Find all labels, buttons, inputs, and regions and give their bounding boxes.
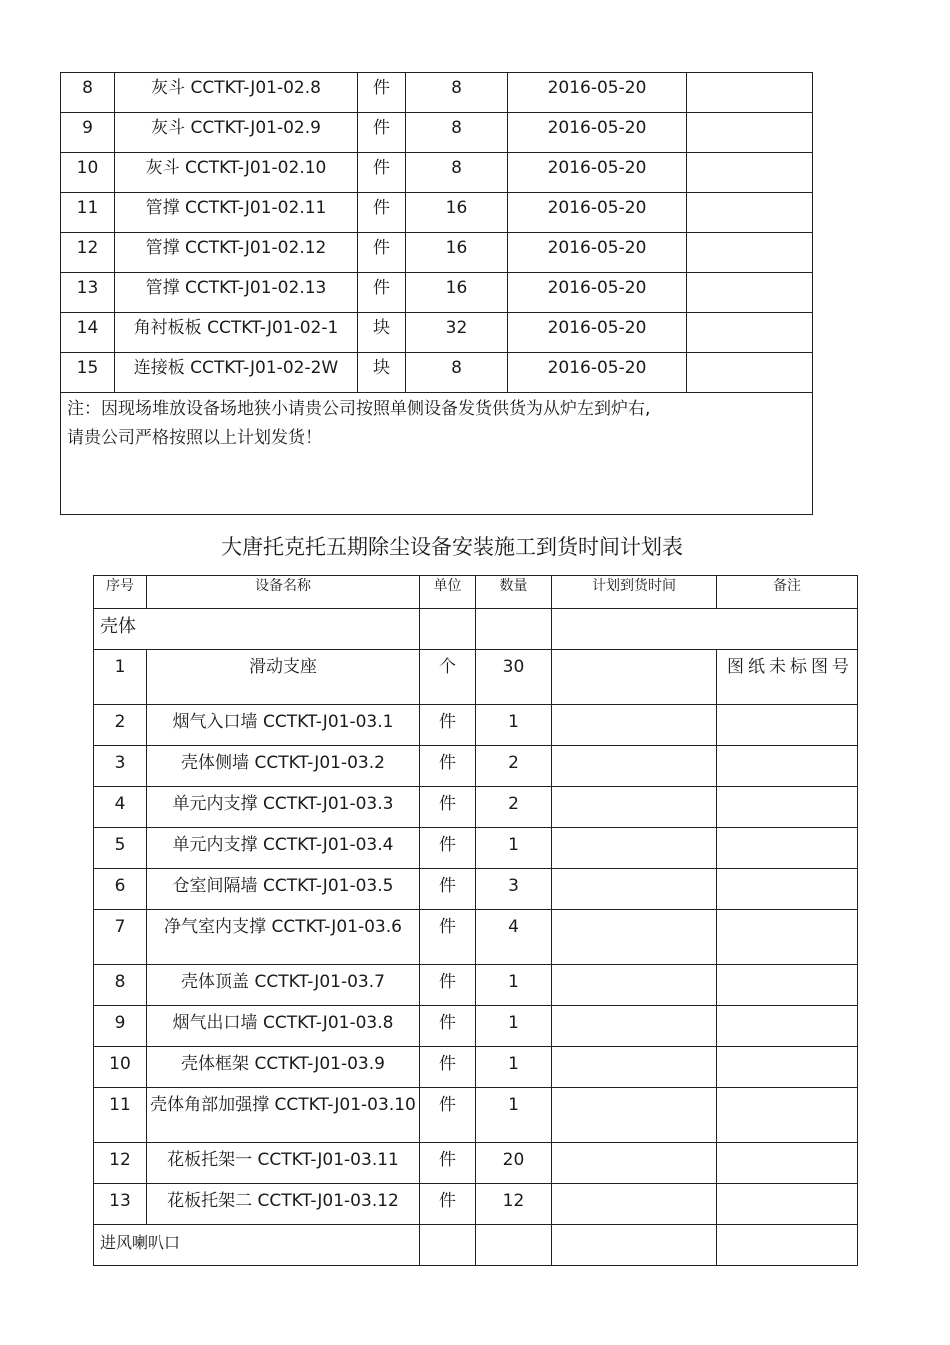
table-row xyxy=(61,353,813,393)
header-quantity: 数量 xyxy=(476,576,552,609)
remark xyxy=(687,113,813,153)
table-row xyxy=(94,910,858,965)
delivery-date xyxy=(552,1184,717,1225)
table-row xyxy=(94,650,858,705)
delivery-date: 2016-05-20 xyxy=(508,153,687,193)
remark xyxy=(717,746,858,787)
table-row xyxy=(61,273,813,313)
equipment-name: 连接板 CCTKT-J01-02-2W xyxy=(115,353,358,393)
quantity: 1 xyxy=(476,965,552,1006)
equipment-name: 滑动支座 xyxy=(147,650,420,705)
quantity: 1 xyxy=(476,828,552,869)
remark: 图纸未标图号 xyxy=(717,650,858,705)
delivery-date xyxy=(552,1088,717,1143)
header-remark: 备注 xyxy=(717,576,858,609)
quantity: 8 xyxy=(406,113,508,153)
delivery-date xyxy=(552,1047,717,1088)
unit: 件 xyxy=(420,787,476,828)
unit: 个 xyxy=(420,650,476,705)
delivery-date xyxy=(552,910,717,965)
unit: 块 xyxy=(358,313,406,353)
remark xyxy=(687,233,813,273)
unit: 件 xyxy=(358,153,406,193)
row-number: 13 xyxy=(94,1184,147,1225)
unit: 件 xyxy=(420,1143,476,1184)
unit: 件 xyxy=(358,193,406,233)
unit: 块 xyxy=(358,353,406,393)
delivery-date: 2016-05-20 xyxy=(508,73,687,113)
delivery-date xyxy=(552,869,717,910)
note-line-2: 请贵公司严格按照以上计划发货！ xyxy=(67,428,322,448)
quantity: 1 xyxy=(476,705,552,746)
delivery-schedule-table xyxy=(93,575,858,1266)
quantity: 16 xyxy=(406,273,508,313)
unit: 件 xyxy=(420,746,476,787)
unit: 件 xyxy=(420,1184,476,1225)
header-row xyxy=(94,576,858,609)
quantity: 16 xyxy=(406,233,508,273)
equipment-name: 壳体侧墙 CCTKT-J01-03.2 xyxy=(147,746,420,787)
delivery-date: 2016-05-20 xyxy=(508,193,687,233)
table-row xyxy=(61,113,813,153)
header-number: 序号 xyxy=(94,576,147,609)
unit: 件 xyxy=(420,869,476,910)
table-row xyxy=(61,313,813,353)
equipment-name: 花板托架二 CCTKT-J01-03.12 xyxy=(147,1184,420,1225)
unit: 件 xyxy=(358,233,406,273)
header-equipment-name: 设备名称 xyxy=(147,576,420,609)
remark xyxy=(687,313,813,353)
section-row xyxy=(94,1225,858,1266)
table-row xyxy=(94,828,858,869)
table-row xyxy=(94,1006,858,1047)
delivery-date xyxy=(552,746,717,787)
row-number: 14 xyxy=(61,313,115,353)
delivery-date xyxy=(552,1006,717,1047)
table-row xyxy=(61,233,813,273)
remark xyxy=(717,1184,858,1225)
equipment-name: 花板托架一 CCTKT-J01-03.11 xyxy=(147,1143,420,1184)
remark xyxy=(687,273,813,313)
unit: 件 xyxy=(358,73,406,113)
remark xyxy=(717,965,858,1006)
row-number: 15 xyxy=(61,353,115,393)
table-row xyxy=(94,1184,858,1225)
equipment-name: 单元内支撑 CCTKT-J01-03.3 xyxy=(147,787,420,828)
quantity: 4 xyxy=(476,910,552,965)
equipment-name: 净气室内支撑 CCTKT-J01-03.6 xyxy=(147,910,420,965)
remark xyxy=(717,869,858,910)
header-delivery-date: 计划到货时间 xyxy=(552,576,717,609)
delivery-date: 2016-05-20 xyxy=(508,113,687,153)
delivery-date xyxy=(552,1143,717,1184)
table-row xyxy=(61,193,813,233)
delivery-date: 2016-05-20 xyxy=(508,313,687,353)
delivery-date: 2016-05-20 xyxy=(508,353,687,393)
section-row xyxy=(94,609,858,650)
row-number: 1 xyxy=(94,650,147,705)
delivery-date: 2016-05-20 xyxy=(508,273,687,313)
unit: 件 xyxy=(420,828,476,869)
unit: 件 xyxy=(358,113,406,153)
unit: 件 xyxy=(420,965,476,1006)
remark xyxy=(687,353,813,393)
equipment-name: 灰斗 CCTKT-J01-02.9 xyxy=(115,113,358,153)
unit: 件 xyxy=(420,1088,476,1143)
table-row xyxy=(94,869,858,910)
equipment-name: 仓室间隔墙 CCTKT-J01-03.5 xyxy=(147,869,420,910)
equipment-name: 灰斗 CCTKT-J01-02.8 xyxy=(115,73,358,113)
section-label-shell: 壳体 xyxy=(94,609,420,650)
remark xyxy=(717,1047,858,1088)
remark xyxy=(717,705,858,746)
row-number: 6 xyxy=(94,869,147,910)
row-number: 8 xyxy=(61,73,115,113)
delivery-table-continued xyxy=(60,72,813,515)
table-row xyxy=(61,153,813,193)
row-number: 7 xyxy=(94,910,147,965)
quantity: 20 xyxy=(476,1143,552,1184)
quantity: 16 xyxy=(406,193,508,233)
table-row xyxy=(94,1047,858,1088)
delivery-note xyxy=(61,393,813,515)
quantity: 1 xyxy=(476,1088,552,1143)
unit: 件 xyxy=(420,910,476,965)
row-number: 11 xyxy=(61,193,115,233)
remark xyxy=(717,828,858,869)
remark xyxy=(687,153,813,193)
delivery-date xyxy=(552,787,717,828)
remark xyxy=(717,787,858,828)
row-number: 4 xyxy=(94,787,147,828)
table-row xyxy=(94,965,858,1006)
equipment-name: 灰斗 CCTKT-J01-02.10 xyxy=(115,153,358,193)
remark xyxy=(717,1088,858,1143)
table-row xyxy=(94,1088,858,1143)
quantity: 30 xyxy=(476,650,552,705)
quantity: 3 xyxy=(476,869,552,910)
quantity: 2 xyxy=(476,787,552,828)
unit: 件 xyxy=(358,273,406,313)
row-number: 10 xyxy=(61,153,115,193)
table-row xyxy=(94,1143,858,1184)
table-row xyxy=(94,705,858,746)
equipment-name: 角衬板板 CCTKT-J01-02-1 xyxy=(115,313,358,353)
table-row xyxy=(61,73,813,113)
equipment-name: 管撑 CCTKT-J01-02.13 xyxy=(115,273,358,313)
quantity: 8 xyxy=(406,73,508,113)
quantity: 32 xyxy=(406,313,508,353)
equipment-name: 管撑 CCTKT-J01-02.12 xyxy=(115,233,358,273)
quantity: 12 xyxy=(476,1184,552,1225)
row-number: 3 xyxy=(94,746,147,787)
row-number: 8 xyxy=(94,965,147,1006)
section-label-inlet: 进风喇叭口 xyxy=(94,1225,420,1266)
delivery-date xyxy=(552,828,717,869)
row-number: 12 xyxy=(61,233,115,273)
remark xyxy=(717,1143,858,1184)
row-number: 12 xyxy=(94,1143,147,1184)
unit: 件 xyxy=(420,705,476,746)
equipment-name: 壳体角部加强撑 CCTKT-J01-03.10 xyxy=(147,1088,420,1143)
row-number: 11 xyxy=(94,1088,147,1143)
quantity: 8 xyxy=(406,353,508,393)
equipment-name: 壳体框架 CCTKT-J01-03.9 xyxy=(147,1047,420,1088)
row-number: 10 xyxy=(94,1047,147,1088)
table-row xyxy=(94,787,858,828)
remark xyxy=(687,73,813,113)
row-number: 13 xyxy=(61,273,115,313)
note-row xyxy=(61,393,813,515)
document-title: 大唐托克托五期除尘设备安装施工到货时间计划表 xyxy=(221,535,683,559)
remark xyxy=(717,910,858,965)
delivery-date xyxy=(552,965,717,1006)
note-line-1: 注：因现场堆放设备场地狭小请贵公司按照单侧设备发货供货为从炉左到炉右, xyxy=(67,399,651,419)
equipment-name: 单元内支撑 CCTKT-J01-03.4 xyxy=(147,828,420,869)
quantity: 1 xyxy=(476,1006,552,1047)
unit: 件 xyxy=(420,1006,476,1047)
quantity: 1 xyxy=(476,1047,552,1088)
delivery-date xyxy=(552,705,717,746)
delivery-date: 2016-05-20 xyxy=(508,233,687,273)
row-number: 9 xyxy=(94,1006,147,1047)
header-unit: 单位 xyxy=(420,576,476,609)
equipment-name: 壳体顶盖 CCTKT-J01-03.7 xyxy=(147,965,420,1006)
unit: 件 xyxy=(420,1047,476,1088)
equipment-name: 管撑 CCTKT-J01-02.11 xyxy=(115,193,358,233)
quantity: 2 xyxy=(476,746,552,787)
row-number: 5 xyxy=(94,828,147,869)
quantity: 8 xyxy=(406,153,508,193)
remark xyxy=(717,1006,858,1047)
remark xyxy=(687,193,813,233)
table-row xyxy=(94,746,858,787)
row-number: 2 xyxy=(94,705,147,746)
equipment-name: 烟气出口墙 CCTKT-J01-03.8 xyxy=(147,1006,420,1047)
delivery-date xyxy=(552,650,717,705)
row-number: 9 xyxy=(61,113,115,153)
equipment-name: 烟气入口墙 CCTKT-J01-03.1 xyxy=(147,705,420,746)
